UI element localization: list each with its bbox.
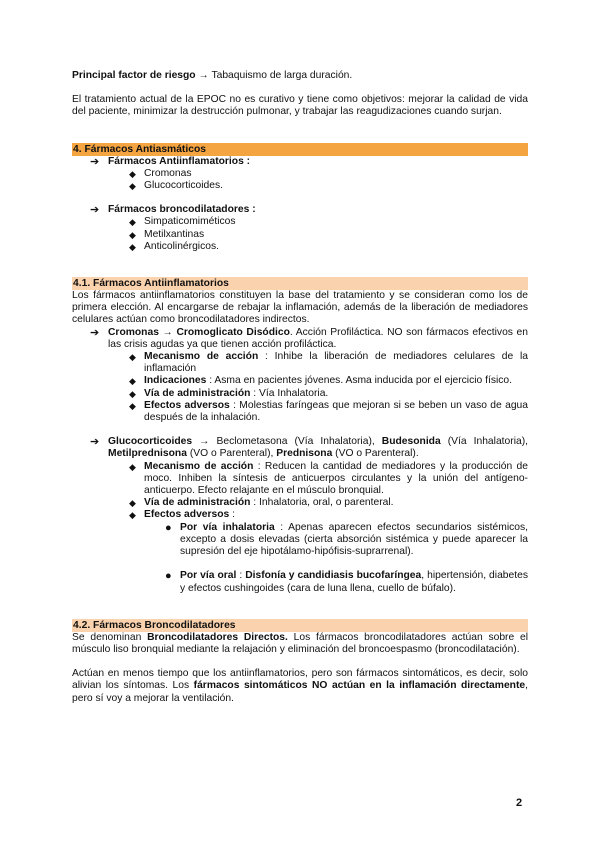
round-bullet-icon: ●	[165, 521, 172, 534]
item-text: : Apenas aparecen efectos secundarios sistémicos, excepto a dosis elevadas (cierta absorción sistémica y puede aparecer la supresión del eje hipotálamo-hipófisis-suprarrenal).	[180, 521, 528, 558]
drug-name: Metilprednisona	[108, 448, 187, 460]
arrow-bullet-icon: ➔	[90, 204, 100, 217]
item-text: : Reducen la cantidad de mediadores y la producción de moco. Inhiben la síntesis de anticuerpos circulantes y la unión del antígeno-anticuerpo. Efecto relajante en el músculo bronquial.	[144, 460, 528, 497]
item-text: , hipertensión, diabetes y efectos cushingoides (cara de luna llena, cuello de búfalo).	[180, 570, 528, 594]
list-item	[72, 497, 528, 509]
item-highlight: Disfonía y candidiasis bucofaríngea	[245, 570, 422, 582]
section-4-2-heading: 4.2. Fármacos Broncodilatadores	[72, 619, 528, 632]
item-label: Por vía oral	[180, 570, 237, 582]
item-text: :	[229, 509, 236, 521]
drug-text: Beclometasona (Vía Inhalatoria),	[216, 436, 382, 448]
item-text: : Molestias faríngeas que mejoran si se beben un vaso de agua después de la inhalación.	[144, 399, 528, 424]
bold-text: Broncodilatadores Directos.	[147, 631, 288, 643]
arrow-bullet-icon: ➔	[90, 436, 100, 449]
group-title: Fármacos Antiinflamatorios :	[108, 155, 251, 167]
text: , pero sí voy a mejorar la ventilación.	[72, 680, 528, 704]
antiinflammatory-group	[72, 156, 528, 168]
text: Se denominan	[72, 631, 148, 643]
list-item	[72, 375, 528, 387]
item-text: Simpaticomiméticos	[144, 216, 236, 228]
diamond-bullet-icon: ◆	[129, 498, 136, 509]
item-text: : Inhalatoria, oral, o parenteral.	[250, 497, 394, 509]
page-number: 2	[516, 797, 523, 809]
list-item	[72, 351, 528, 375]
item-text: Cromonas	[144, 167, 192, 179]
list-item	[72, 229, 528, 241]
drug-name: Budesonida	[381, 436, 441, 448]
group-title: Fármacos broncodilatadores :	[108, 204, 256, 216]
item-label: Efectos adversos	[144, 399, 230, 411]
glucocorticoides-entry	[72, 436, 528, 460]
item-label: Mecanismo de acción	[144, 460, 254, 472]
risk-factor-value: Tabaquismo de larga duración.	[211, 70, 353, 81]
item-text: Anticolinérgicos.	[144, 240, 219, 252]
drug-name: Cromoglicato Disódico	[176, 326, 290, 338]
risk-factor-label: Principal factor de riesgo	[72, 70, 196, 81]
diamond-bullet-icon: ◆	[129, 168, 136, 179]
diamond-bullet-icon: ◆	[129, 376, 136, 387]
sub-list-item	[72, 522, 528, 559]
item-text: : Inhibe la liberación de mediadores celulares de la inflamación	[144, 351, 528, 375]
bold-text: fármacos sintomáticos NO actúan en la inflamación directamente	[193, 680, 526, 692]
list-item	[72, 509, 528, 521]
diamond-bullet-icon: ◆	[129, 388, 136, 399]
diamond-bullet-icon: ◆	[129, 181, 136, 192]
document-page	[72, 70, 528, 705]
cromonas-entry	[72, 327, 528, 351]
item-label: Por vía inhalatoria	[180, 521, 275, 533]
diamond-bullet-icon: ◆	[129, 461, 136, 472]
sub-list-item	[72, 570, 528, 594]
diamond-bullet-icon: ◆	[129, 400, 136, 411]
treatment-paragraph: El tratamiento actual de la EPOC no es curativo y tiene como objetivos: mejorar la calidad de vida del paciente, minimizar la destrucción pulmonar, y trabajar las reagudizaciones cuando surjan.	[72, 94, 528, 118]
list-item	[72, 461, 528, 498]
arrow-bullet-icon: ➔	[90, 155, 100, 168]
separator: :	[236, 570, 246, 582]
section-4-1-intro: Los fármacos antiinflamatorios constituyen la base del tratamiento y se consideran como los de primera elección. Al encargarse de rebajar la inflamación, además de la liberación de mediadores celulares actúan como broncodilatadores indirectos.	[72, 290, 528, 326]
drug-text: (VO o Parenteral),	[186, 448, 277, 460]
arrow-bullet-icon: ➔	[90, 326, 100, 339]
arrow: →	[158, 326, 177, 338]
section-4-heading: 4. Fármacos Antiasmáticos	[72, 143, 528, 156]
section-4-2-paragraph-2	[72, 668, 528, 705]
list-item	[72, 180, 528, 192]
diamond-bullet-icon: ◆	[129, 229, 136, 240]
list-item	[72, 400, 528, 424]
drug-desc: . Acción Profiláctica. NO son fármacos efectivos en las crisis agudas ya que tienen acción profiláctica.	[108, 326, 529, 350]
drug-class: Cromonas	[108, 326, 159, 338]
item-label: Mecanismo de acción	[144, 351, 259, 363]
item-text: : Vía Inhalatoria.	[250, 387, 329, 399]
drug-name: Prednisona	[276, 448, 333, 460]
risk-factor-line	[72, 70, 528, 82]
arrow: →	[195, 70, 212, 81]
item-text: Metilxantinas	[144, 228, 205, 240]
diamond-bullet-icon: ◆	[129, 217, 136, 228]
text: Actúan en menos tiempo que los antiinflamatorios, pero son fármacos sintomáticos, es decir, solo alivian los síntomas. Los	[72, 668, 528, 692]
item-text: Glucocorticoides.	[144, 180, 223, 192]
diamond-bullet-icon: ◆	[129, 352, 136, 363]
drug-text: (VO o Parenteral).	[332, 448, 419, 460]
item-label: Vía de administración	[144, 387, 251, 399]
item-text: : Asma en pacientes jóvenes. Asma inducida por el ejercicio físico.	[206, 375, 513, 387]
diamond-bullet-icon: ◆	[129, 241, 136, 252]
text: Los fármacos broncodilatadores actúan sobre el músculo liso bronquial mediante la relajación y eliminación del broncoespasmo (broncodilatación).	[72, 631, 528, 655]
section-4-1-heading: 4.1. Fármacos Antiinflamatorios	[72, 277, 528, 290]
section-4-2-paragraph-1	[72, 632, 528, 656]
round-bullet-icon: ●	[165, 570, 172, 583]
item-label: Indicaciones	[144, 375, 207, 387]
bronchodilator-group	[72, 204, 528, 216]
drug-class: Glucocorticoides	[108, 436, 193, 448]
list-item	[72, 168, 528, 180]
item-label: Efectos adversos	[144, 509, 230, 521]
diamond-bullet-icon: ◆	[129, 510, 136, 521]
arrow: →	[192, 436, 217, 448]
list-item	[72, 241, 528, 253]
item-label: Vía de administración	[144, 497, 251, 509]
drug-text: (Vía Inhalatoria),	[440, 436, 528, 448]
list-item	[72, 216, 528, 228]
list-item	[72, 388, 528, 400]
